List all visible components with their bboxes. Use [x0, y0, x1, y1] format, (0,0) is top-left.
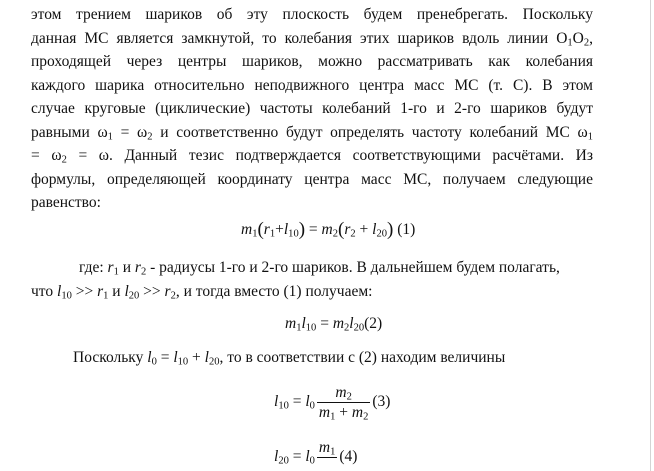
text-line: где: $r_1$ и $r_2$ - радиусы 1-го и 2-го шариков. В дальнейшем будем полагать,	[79, 259, 560, 278]
equation-1: $m_1(r_1+l_{10}) = m_2(r_2 + l_{20})$ (1)	[241, 219, 416, 240]
body-paragraph	[31, 3, 593, 215]
text-line: случае круговые (циклические) частоты колебаний 1-го и 2-го шариков будут	[31, 100, 593, 117]
text-line: Поскольку $l_0 = l_{10} + l_{20}$, то в соответствии с (2) находим величины	[73, 349, 506, 368]
equation-3: $l_{10} = l_0$ $\frac{m_2}{m_1 + m_2}$ (3)	[274, 384, 391, 423]
equation-number: (3)	[372, 393, 391, 411]
page-edge	[650, 0, 651, 471]
text-line: каждого шарика относительно неподвижного центра масс МС (т. С). В этом	[31, 76, 593, 94]
equation-number: (4)	[339, 448, 358, 466]
fraction: $m_1$	[318, 439, 336, 458]
text-line: равными $\omega_1 = \omega_2$ и соответственно будут определять частоту колебаний МС $\omega_1$	[31, 123, 593, 143]
text-line: равенство:	[31, 194, 101, 211]
text-line: формулы, определяющей координату центра масс МС, получаем следующие	[31, 170, 593, 188]
equation-number: (1)	[397, 221, 416, 238]
equation-number: (2)	[364, 315, 383, 332]
text-line: данная МС является замкнутой, то колебания этих шариков вдоль линии $О_1О_2$,	[31, 29, 593, 49]
equation-2: $m_1l_{10} = m_2l_{20}(2)$	[285, 315, 383, 334]
text-line: этом трением шариков об эту плоскость будем пренебрегать. Поскольку	[31, 6, 593, 23]
text-line: = $\omega_2 = \omega$. Данный тезис подтверждается соответствующими расчётами. Из	[31, 147, 593, 166]
text-line: что $l_{10} >> r_1$ и $l_{20} >> r_2$, и тогда вместо (1) получаем:	[31, 283, 373, 302]
text-line: проходящей через центры шариков, можно рассматривать как колебания	[31, 53, 593, 70]
fraction: $\frac{m_2}{m_1 + m_2}$	[318, 384, 369, 423]
equation-4: $l_{20} = l_0$ $m_1$ (4)	[274, 439, 357, 471]
